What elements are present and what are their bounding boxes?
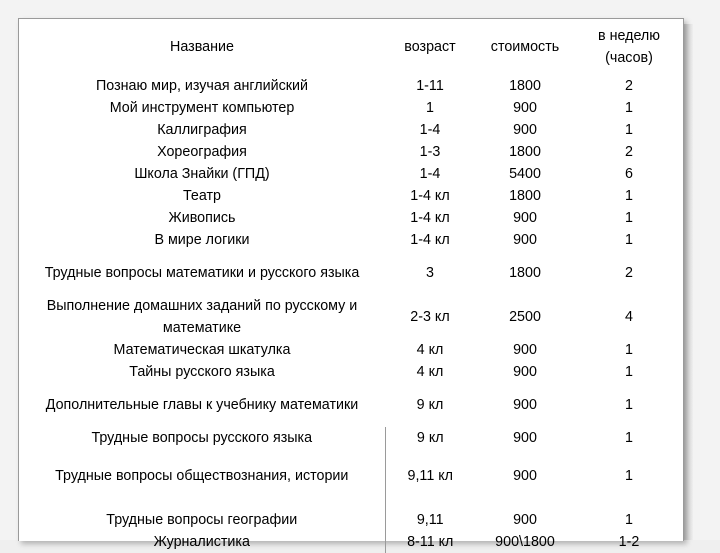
row-hours: 2	[625, 265, 633, 281]
row-age: 9,11	[416, 512, 444, 528]
table-row	[19, 163, 683, 185]
row-hours: 1	[625, 364, 633, 380]
header-cost: стоимость	[490, 39, 560, 55]
row-cost: 900	[513, 397, 537, 413]
row-cost: 1800	[509, 265, 541, 281]
row-cost: 900	[513, 364, 537, 380]
row-age: 1-4 кл	[410, 188, 450, 204]
table-row	[19, 207, 683, 229]
row-age: 9 кл	[416, 397, 444, 413]
row-name: Трудные вопросы математики и русского языка	[44, 265, 360, 281]
table-row	[19, 185, 683, 207]
header-age: возраст	[404, 39, 456, 55]
row-hours: 1	[625, 397, 633, 413]
row-age: 4 кл	[416, 342, 444, 358]
row-cost: 1800	[509, 188, 541, 204]
table-row	[19, 383, 683, 427]
row-cost: 900	[513, 512, 537, 528]
row-hours: 1-2	[618, 534, 640, 550]
row-name: Театр	[182, 188, 222, 204]
row-age: 1	[426, 100, 434, 116]
row-cost: 900	[513, 122, 537, 138]
row-age: 1-4	[419, 122, 441, 138]
row-cost: 900	[513, 342, 537, 358]
row-age: 9,11 кл	[407, 468, 453, 484]
row-cost: 900	[513, 232, 537, 248]
row-name: Выполнение домашних заданий по русскому и математике	[46, 298, 358, 336]
table-row	[19, 427, 683, 449]
table-row	[19, 119, 683, 141]
row-hours: 4	[625, 309, 633, 325]
row-hours: 1	[625, 430, 633, 446]
table-header-row	[19, 19, 683, 75]
row-name: Хореография	[157, 144, 247, 160]
row-name: Журналистика	[19, 531, 385, 553]
row-name: Трудные вопросы обществознания, истории	[19, 449, 385, 503]
row-name: Познаю мир, изучая английский	[96, 78, 308, 94]
row-age: 2-3 кл	[410, 309, 450, 325]
slide-edge-shadow	[683, 24, 693, 540]
header-per-week: в неделю (часов)	[598, 28, 660, 66]
row-age: 1-4 кл	[410, 232, 450, 248]
row-hours: 1	[625, 122, 633, 138]
row-hours: 6	[625, 166, 633, 182]
table-row	[19, 503, 683, 531]
row-cost: 5400	[509, 166, 541, 182]
table-row	[19, 339, 683, 361]
table-row	[19, 75, 683, 97]
table-row	[19, 229, 683, 251]
row-cost: 2500	[509, 309, 541, 325]
table-card	[18, 18, 684, 550]
table-row	[19, 361, 683, 383]
row-name: Трудные вопросы географии	[19, 503, 385, 531]
row-cost: 900	[513, 430, 537, 446]
table-row	[19, 449, 683, 503]
table-row	[19, 531, 683, 553]
row-cost: 900	[513, 210, 537, 226]
row-hours: 1	[625, 188, 633, 204]
row-cost: 1800	[509, 144, 541, 160]
table-row	[19, 251, 683, 295]
row-hours: 1	[625, 342, 633, 358]
row-name: Живопись	[168, 210, 236, 226]
price-table	[19, 19, 683, 553]
row-age: 9 кл	[416, 430, 444, 446]
table-row	[19, 295, 683, 339]
row-age: 3	[426, 265, 434, 281]
row-hours: 1	[625, 210, 633, 226]
row-age: 1-4 кл	[410, 210, 450, 226]
row-name: Дополнительные главы к учебнику математики	[45, 397, 359, 413]
row-age: 4 кл	[416, 364, 444, 380]
row-hours: 1	[625, 232, 633, 248]
row-name: Трудные вопросы русского языка	[19, 427, 385, 449]
row-cost: 1800	[509, 78, 541, 94]
row-cost: 900	[513, 100, 537, 116]
row-cost: 900	[513, 468, 537, 484]
row-age: 1-11	[416, 78, 444, 94]
row-name: Математическая шкатулка	[113, 342, 291, 358]
row-hours: 2	[625, 78, 633, 94]
row-hours: 1	[625, 100, 633, 116]
table-row	[19, 97, 683, 119]
row-age: 1-4	[419, 166, 441, 182]
table-row	[19, 141, 683, 163]
row-age: 1-3	[419, 144, 441, 160]
row-hours: 1	[625, 512, 633, 528]
header-name: Название	[170, 39, 234, 55]
row-name: В мире логики	[154, 232, 250, 248]
row-cost: 900\1800	[495, 534, 555, 550]
row-name: Тайны русского языка	[129, 364, 275, 380]
row-name: Каллиграфия	[157, 122, 247, 138]
row-age: 8-11 кл	[407, 534, 454, 550]
row-hours: 2	[625, 144, 633, 160]
row-name: Школа Знайки (ГПД)	[134, 166, 270, 182]
row-name: Мой инструмент компьютер	[109, 100, 295, 116]
row-hours: 1	[625, 468, 633, 484]
